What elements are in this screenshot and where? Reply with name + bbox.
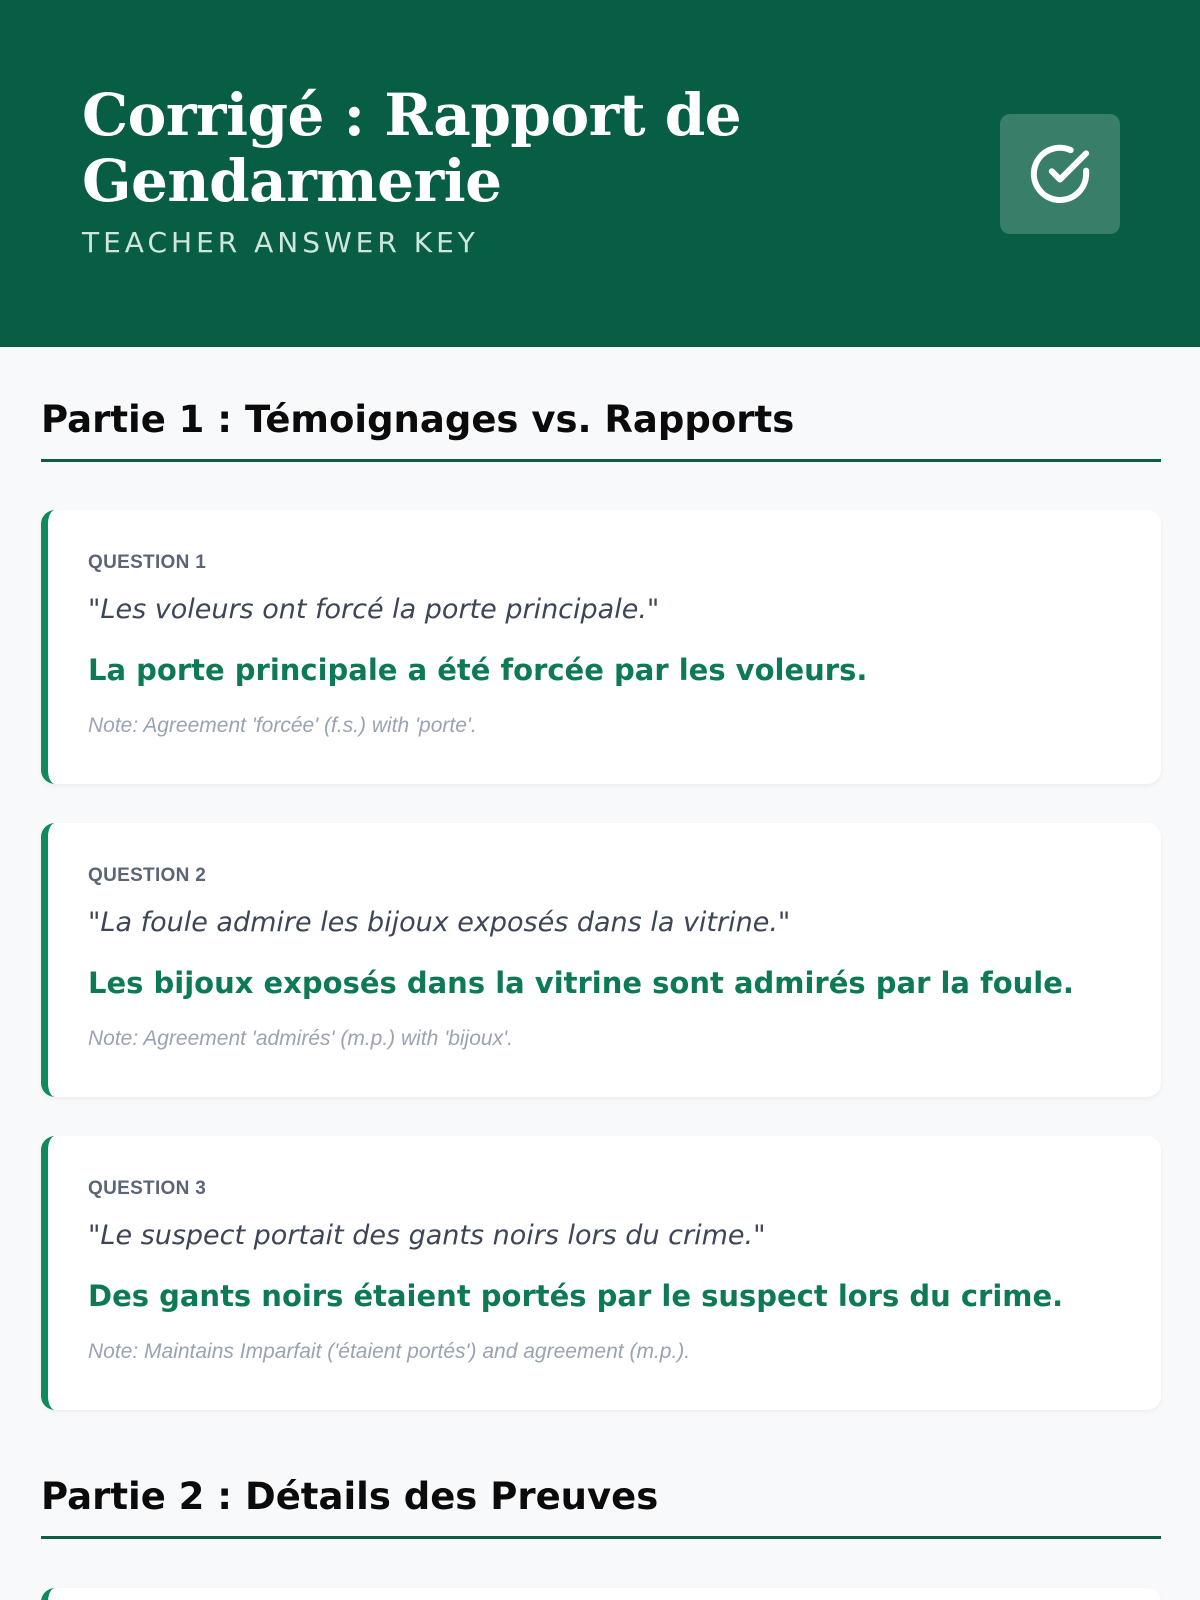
- answer-note: Note: Agreement 'forcée' (f.s.) with 'porte'.: [88, 714, 477, 737]
- answer-sentence: La porte principale a été forcée par les voleurs.: [88, 653, 868, 687]
- original-sentence: "La foule admire les bijoux exposés dans la vitrine.": [88, 907, 791, 938]
- section-title-part-1: Partie 1 : Témoignages vs. Rapports: [41, 398, 1161, 462]
- question-card-partial: [41, 1588, 1161, 1600]
- answer-sentence: Les bijoux exposés dans la vitrine sont admirés par la foule.: [88, 966, 1074, 1000]
- original-sentence: "Les voleurs ont forcé la porte principale.": [88, 594, 660, 625]
- question-label: QUESTION 1: [88, 552, 207, 573]
- answer-note: Note: Maintains Imparfait ('étaient portés') and agreement (m.p.).: [88, 1340, 691, 1363]
- section-title-part-2: Partie 2 : Détails des Preuves: [41, 1475, 1161, 1539]
- page-title: Corrigé : Rapport de Gendarmerie: [82, 81, 742, 215]
- check-badge: [1000, 114, 1120, 234]
- page-header: [0, 0, 1200, 347]
- question-card-1: [41, 510, 1161, 784]
- answer-note: Note: Agreement 'admirés' (m.p.) with 'bijoux'.: [88, 1027, 513, 1050]
- question-label: QUESTION 3: [88, 1178, 207, 1199]
- question-label: QUESTION 2: [88, 865, 207, 886]
- page-subtitle: TEACHER ANSWER KEY: [82, 226, 479, 259]
- check-circle-icon: [1027, 141, 1093, 207]
- question-card-3: [41, 1136, 1161, 1410]
- answer-sentence: Des gants noirs étaient portés par le suspect lors du crime.: [88, 1279, 1064, 1313]
- question-card-2: [41, 823, 1161, 1097]
- original-sentence: "Le suspect portait des gants noirs lors du crime.": [88, 1220, 766, 1251]
